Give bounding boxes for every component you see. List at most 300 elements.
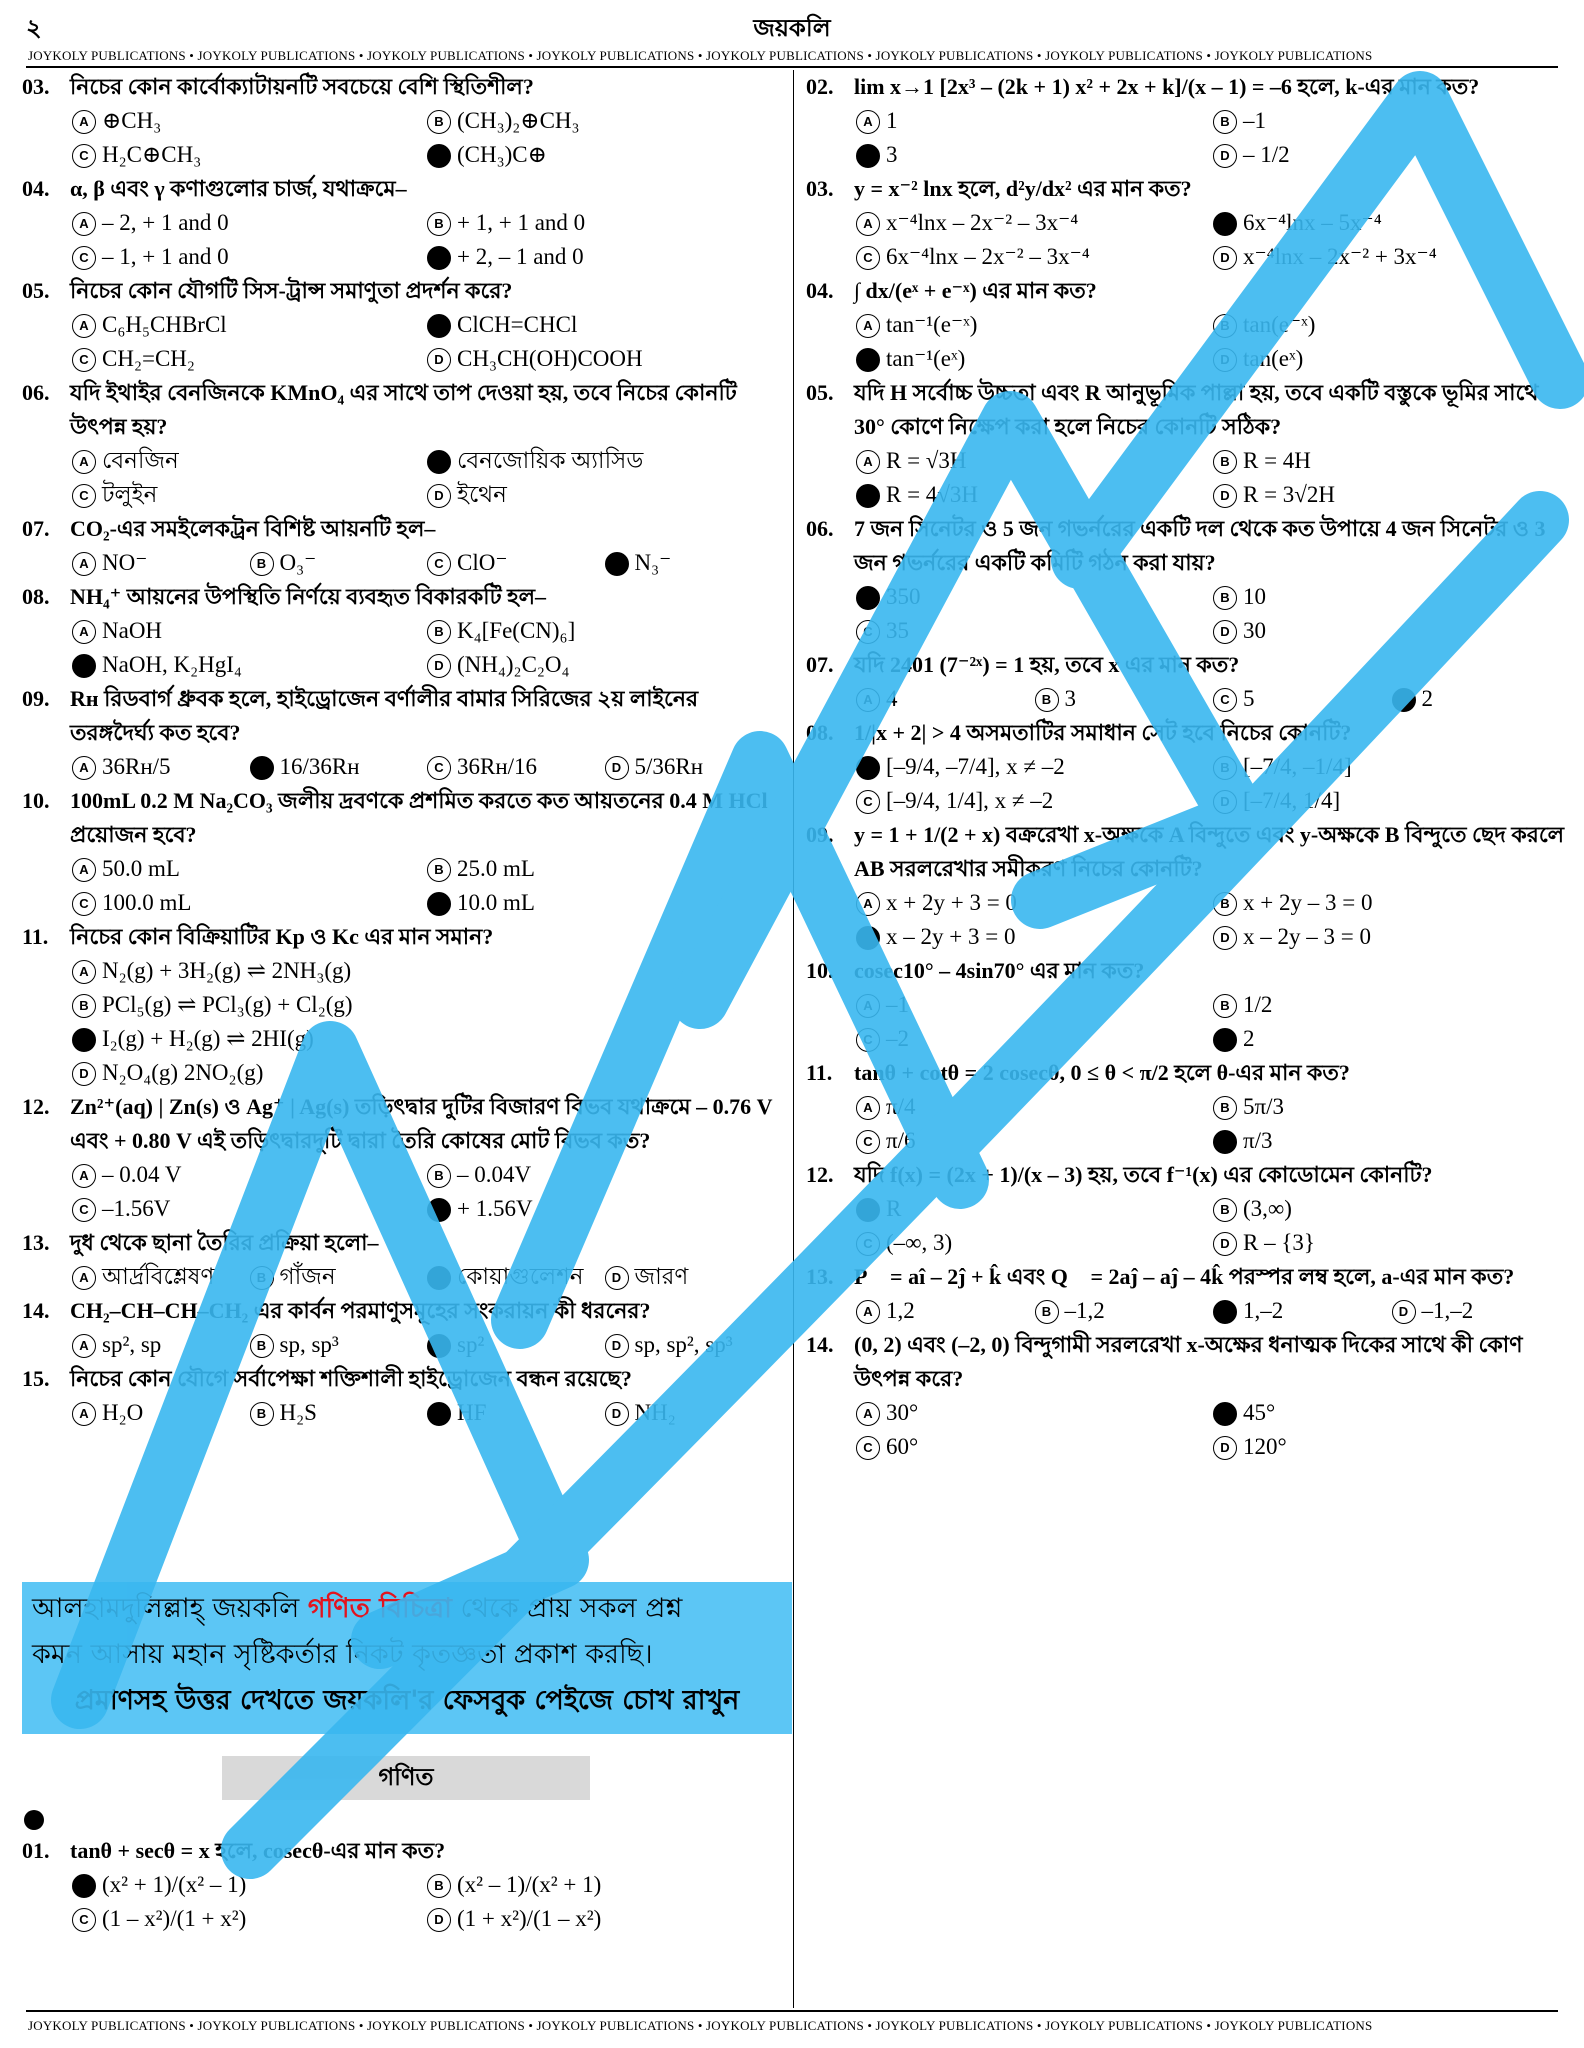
option-text: 35: [886, 618, 909, 643]
option-text: (1 – x²)/(1 + x²): [102, 1906, 247, 1931]
option-d: [1213, 1022, 1570, 1056]
option-circle-icon: B: [1213, 586, 1237, 610]
option-text: N₂O₄(g) 2NO₂(g): [102, 1060, 264, 1085]
answer-filled-icon: C: [427, 1402, 451, 1426]
option-text: [–9/4, 1/4], x ≠ –2: [886, 788, 1054, 813]
answer-filled-icon: C: [856, 926, 880, 950]
option-text: বেনজিন: [102, 448, 179, 473]
options-grid: [22, 1328, 782, 1362]
option-text: R = 4H: [1243, 448, 1311, 473]
option-c: [72, 342, 427, 376]
question-12: [22, 1090, 782, 1226]
answer-filled-icon: D: [427, 246, 451, 270]
option-circle-icon: A: [856, 1300, 880, 1324]
option-text: 5π/3: [1243, 1094, 1285, 1119]
option-d: [605, 750, 783, 784]
option-circle-icon: D: [1392, 1300, 1416, 1324]
option-c: [1213, 1294, 1392, 1328]
option-text: 120°: [1243, 1434, 1287, 1459]
option-text: (x² – 1)/(x² + 1): [457, 1872, 602, 1897]
option-c: [856, 1430, 1213, 1464]
option-c: [72, 478, 427, 512]
question-text: ∫ dx/(eˣ + e⁻ˣ) এর মান কত?: [854, 278, 1097, 303]
options-grid: [806, 104, 1570, 172]
banner-highlight: গণিত বিচিত্রা: [307, 1593, 452, 1624]
option-text: tan(e⁻ˣ): [1243, 312, 1316, 337]
option-text: 36Rн/16: [457, 754, 538, 779]
option-text: (1 + x²)/(1 – x²): [457, 1906, 602, 1931]
option-text: tan⁻¹(eˣ): [886, 346, 966, 371]
option-text: ⊕CH₃: [102, 108, 162, 133]
option-text: 30: [1243, 618, 1266, 643]
question-stem: [22, 784, 782, 852]
option-c: [72, 1192, 427, 1226]
option-circle-icon: A: [856, 314, 880, 338]
option-text: sp²: [457, 1332, 485, 1357]
option-text: – 2, + 1 and 0: [102, 210, 229, 235]
answer-filled-icon: D: [427, 892, 451, 916]
option-b: [250, 1260, 428, 1294]
banner-line-1: [32, 1586, 782, 1632]
option-circle-icon: B: [1213, 314, 1237, 338]
question-stem: [806, 954, 1570, 988]
option-d: [1213, 240, 1570, 274]
column-divider: [793, 70, 794, 2008]
option-c: [72, 1022, 782, 1056]
option-text: π/4: [886, 1094, 916, 1119]
right-column: [806, 70, 1570, 1464]
option-text: ClCH=CHCl: [457, 312, 578, 337]
option-text: R = 4√3H: [886, 482, 979, 507]
option-c: [427, 1396, 605, 1430]
question-number: 14.: [806, 1332, 834, 1357]
question-08: [806, 716, 1570, 818]
option-c: [856, 240, 1213, 274]
option-d: [1392, 682, 1571, 716]
option-text: sp, sp², sp³: [634, 1332, 733, 1357]
option-text: 10: [1243, 584, 1266, 609]
option-circle-icon: D: [605, 1402, 629, 1426]
option-text: – 0.04 V: [102, 1162, 182, 1187]
option-text: 5/36Rн: [634, 754, 704, 779]
option-text: 10.0 mL: [457, 890, 535, 915]
options-grid: [806, 206, 1570, 274]
options-grid: [22, 1260, 782, 1294]
question-09: [806, 818, 1570, 954]
option-c: [427, 750, 605, 784]
option-c: [856, 1226, 1213, 1260]
question-05: [22, 274, 782, 376]
answer-filled-icon: A: [856, 1198, 880, 1222]
option-text: NH₂: [634, 1400, 676, 1425]
option-text: –1: [1243, 108, 1266, 133]
question-02: [806, 70, 1570, 172]
option-text: 350: [886, 584, 921, 609]
option-text: 1,2: [886, 1298, 915, 1323]
question-03: [22, 70, 782, 172]
option-c: [856, 342, 1213, 376]
options-grid: [22, 444, 782, 512]
answer-filled-icon: C: [856, 348, 880, 372]
option-c: [427, 1328, 605, 1362]
option-text: x⁻⁴lnx – 2x⁻² + 3x⁻⁴: [1243, 244, 1437, 269]
option-circle-icon: A: [72, 858, 96, 882]
option-circle-icon: B: [250, 1334, 274, 1358]
option-d: [427, 138, 782, 172]
banner-line-3: প্রমাণসহ উত্তর দেখতে জয়কলি'র ফেসবুক পেইজে চোখ রাখুন: [74, 1685, 740, 1716]
question-text: যদি H সর্বোচ্চ উচ্চতা এবং R আনুভূমিক পাল্লা হয়, তবে একটি বস্তুকে ভূমির সাথে 30° কোণে নিক্ষেপ করা হলে নিচের কোনটি সঠিক?: [854, 380, 1539, 439]
option-text: π/3: [1243, 1128, 1273, 1153]
option-circle-icon: A: [72, 1266, 96, 1290]
question-text: 7 জন সিনেটর ও 5 জন গভর্নরের একটি দল থেকে কত উপায়ে 4 জন সিনেটর ও 3 জন গভর্নরের একটি কমিটি গঠন করা যায়?: [854, 516, 1546, 575]
option-text: R – {3}: [1243, 1230, 1315, 1255]
option-text: 5: [1243, 686, 1255, 711]
option-text: 60°: [886, 1434, 919, 1459]
option-text: 6x⁻⁴lnx – 2x⁻² – 3x⁻⁴: [886, 244, 1090, 269]
option-circle-icon: B: [1035, 688, 1059, 712]
question-stem: [22, 172, 782, 206]
question-stem: [806, 1158, 1570, 1192]
question-number: 13.: [806, 1264, 834, 1289]
option-d: [1213, 920, 1570, 954]
option-circle-icon: A: [72, 960, 96, 984]
option-d: [1392, 1294, 1571, 1328]
option-circle-icon: D: [1213, 348, 1237, 372]
option-text: R: [886, 1196, 902, 1221]
option-text: H₂C⊕CH₃: [102, 142, 202, 167]
option-circle-icon: A: [72, 1402, 96, 1426]
section-title-math: গণিত: [222, 1756, 590, 1800]
option-c: [72, 1902, 427, 1936]
answer-filled-icon: C: [72, 1028, 96, 1052]
question-number: 07.: [22, 516, 50, 541]
answer-filled-icon: C: [72, 654, 96, 678]
option-b: [1213, 750, 1570, 784]
page-number: ২: [26, 16, 42, 42]
answer-dot: [24, 1810, 44, 1830]
option-circle-icon: B: [427, 1164, 451, 1188]
option-text: 50.0 mL: [102, 856, 180, 881]
option-d: [1213, 784, 1570, 818]
option-circle-icon: D: [427, 654, 451, 678]
option-a: [72, 750, 250, 784]
option-circle-icon: D: [1213, 620, 1237, 644]
publisher-strip-bottom: JOYKOLY PUBLICATIONS • JOYKOLY PUBLICATIONS • JOYKOLY PUBLICATIONS • JOYKOLY PUBLICATIONS • JOYKOLY PUBLICATIONS • JOYKOLY PUBLICATIONS • JOYKOLY PUBLICATIONS • JOYKOLY PUBLICATIONS: [28, 2018, 1373, 2033]
question-number: 06.: [806, 516, 834, 541]
option-d: [1213, 1124, 1570, 1158]
answer-filled-icon: B: [1213, 1402, 1237, 1426]
option-circle-icon: C: [427, 756, 451, 780]
question-stem: [806, 1328, 1570, 1396]
answer-filled-icon: A: [856, 756, 880, 780]
option-b: [1213, 206, 1570, 240]
banner-text-b: থেকে প্রায় সকল প্রশ্ন: [451, 1593, 683, 1624]
question-text: y = 1 + 1/(2 + x) বক্ররেখা x-অক্ষকে A বিন্দুতে এবং y-অক্ষকে B বিন্দুতে ছেদ করলে AB সরলরেখার সমীকরণ নিচের কোনটি?: [854, 822, 1565, 881]
option-b: [1213, 308, 1570, 342]
option-text: NaOH: [102, 618, 163, 643]
option-text: [–7/4, 1/4]: [1243, 788, 1341, 813]
question-stem: [22, 1294, 782, 1328]
options-grid: [806, 1294, 1570, 1328]
option-b: [1035, 682, 1214, 716]
options-grid: [22, 954, 782, 1090]
option-text: sp², sp: [102, 1332, 162, 1357]
option-a: [72, 104, 427, 138]
option-text: π/6: [886, 1128, 916, 1153]
options-grid: [806, 580, 1570, 648]
option-circle-icon: D: [427, 484, 451, 508]
option-b: [1213, 444, 1570, 478]
option-circle-icon: D: [1213, 926, 1237, 950]
option-circle-icon: C: [72, 1908, 96, 1932]
option-b: [250, 1396, 428, 1430]
question-number: 03.: [22, 74, 50, 99]
option-d: [605, 1328, 783, 1362]
option-text: –1.56V: [102, 1196, 171, 1221]
option-circle-icon: B: [250, 1402, 274, 1426]
option-a: [72, 1260, 250, 1294]
option-a: [856, 1192, 1213, 1226]
option-d: [1213, 1430, 1570, 1464]
option-text: x – 2y + 3 = 0: [886, 924, 1016, 949]
answer-filled-icon: B: [1213, 212, 1237, 236]
option-a: [856, 1396, 1213, 1430]
option-d: [427, 648, 782, 682]
left-column: [22, 70, 782, 1430]
option-text: 2: [1243, 1026, 1255, 1051]
option-text: বেনজোয়িক অ্যাসিড: [457, 448, 644, 473]
math-left-column: [22, 1834, 782, 1936]
option-a: [856, 444, 1213, 478]
question-number: 07.: [806, 652, 834, 677]
option-d: [427, 240, 782, 274]
question-text: tanθ + cotθ = 2 cosecθ, 0 ≤ θ < π/2 হলে θ-এর মান কত?: [854, 1060, 1350, 1085]
answer-filled-icon: C: [427, 1266, 451, 1290]
option-b: [427, 614, 782, 648]
option-circle-icon: C: [856, 1130, 880, 1154]
question-15: [22, 1362, 782, 1430]
option-text: + 1.56V: [457, 1196, 533, 1221]
question-text: α, β এবং γ কণাগুলোর চার্জ, যথাক্রমে–: [70, 176, 407, 201]
question-text: Rн রিডবার্গ ধ্রুবক হলে, হাইড্রোজেন বর্ণালীর বামার সিরিজের ২য় লাইনের তরঙ্গদৈর্ঘ্য কত হবে?: [70, 686, 699, 745]
option-c: [856, 614, 1213, 648]
answer-filled-icon: B: [250, 756, 274, 780]
option-text: + 2, – 1 and 0: [457, 244, 584, 269]
option-circle-icon: A: [72, 450, 96, 474]
question-13: [806, 1260, 1570, 1328]
option-b: [1213, 1396, 1570, 1430]
option-text: + 1, + 1 and 0: [457, 210, 586, 235]
option-c: [72, 886, 427, 920]
option-c: [72, 138, 427, 172]
page-header: [0, 0, 1584, 70]
question-stem: [806, 716, 1570, 750]
option-d: [1213, 342, 1570, 376]
option-circle-icon: A: [856, 892, 880, 916]
question-06: [22, 376, 782, 512]
option-a: [72, 1868, 427, 1902]
options-grid: [22, 852, 782, 920]
option-circle-icon: A: [72, 620, 96, 644]
option-circle-icon: B: [1213, 110, 1237, 134]
option-b: [427, 444, 782, 478]
option-circle-icon: B: [1213, 1096, 1237, 1120]
options-grid: [806, 682, 1570, 716]
option-a: [856, 206, 1213, 240]
option-text: O₃⁻: [279, 550, 317, 575]
question-12: [806, 1158, 1570, 1260]
option-a: [72, 308, 427, 342]
options-grid: [22, 206, 782, 274]
option-circle-icon: A: [856, 994, 880, 1018]
options-grid: [806, 988, 1570, 1056]
question-05: [806, 376, 1570, 512]
option-circle-icon: D: [605, 1334, 629, 1358]
publisher-strip-top: JOYKOLY PUBLICATIONS • JOYKOLY PUBLICATIONS • JOYKOLY PUBLICATIONS • JOYKOLY PUBLICATIONS • JOYKOLY PUBLICATIONS • JOYKOLY PUBLICATIONS • JOYKOLY PUBLICATIONS • JOYKOLY PUBLICATIONS: [28, 48, 1373, 63]
options-grid: [806, 444, 1570, 512]
question-text: যদি ইথাইর বেনজিনকে KMnO₄ এর সাথে তাপ দেওয়া হয়, তবে নিচের কোনটি উৎপন্ন হয়?: [70, 380, 737, 439]
option-circle-icon: A: [72, 314, 96, 338]
option-circle-icon: A: [72, 212, 96, 236]
option-circle-icon: C: [72, 1198, 96, 1222]
option-circle-icon: C: [72, 484, 96, 508]
question-stem: [806, 376, 1570, 444]
question-stem: [806, 274, 1570, 308]
option-text: – 1, + 1 and 0: [102, 244, 229, 269]
option-text: PCl₅(g) ⇌ PCl₃(g) + Cl₂(g): [102, 992, 353, 1017]
answer-filled-icon: D: [1213, 1028, 1237, 1052]
option-text: CH₂=CH₂: [102, 346, 195, 371]
option-text: (x² + 1)/(x² – 1): [102, 1872, 247, 1897]
option-text: ইথেন: [457, 482, 507, 507]
option-text: 3: [886, 142, 898, 167]
question-text: Zn²⁺(aq) | Zn(s) ও Ag⁺ | Ag(s) তড়িৎদ্বার দুটির বিজারণ বিভব যথাক্রমে – 0.76 V এবং + 0.80 V এই তড়িৎদ্বারদুটি দ্বারা তৈরি কোষের মোট বিভব কত?: [70, 1094, 773, 1153]
option-text: আর্দ্রবিশ্লেষণ: [102, 1264, 215, 1289]
question-stem: [806, 1056, 1570, 1090]
option-circle-icon: A: [72, 1164, 96, 1188]
question-stem: [806, 512, 1570, 580]
option-text: 3: [1064, 686, 1076, 711]
option-circle-icon: A: [856, 212, 880, 236]
question-text: নিচের কোন যৌগে সর্বাপেক্ষা শক্তিশালী হাইড্রোজেন বন্ধন রয়েছে?: [70, 1366, 632, 1391]
option-text: – 0.04V: [457, 1162, 532, 1187]
option-text: (3,∞): [1243, 1196, 1292, 1221]
option-text: 100.0 mL: [102, 890, 192, 915]
question-number: 04.: [22, 176, 50, 201]
question-stem: [806, 648, 1570, 682]
option-circle-icon: B: [427, 1874, 451, 1898]
options-grid: [22, 1158, 782, 1226]
option-c: [856, 1022, 1213, 1056]
option-c: [1213, 682, 1392, 716]
question-text: দুধ থেকে ছানা তৈরির প্রক্রিয়া হলো–: [70, 1230, 379, 1255]
option-text: গাঁজন: [279, 1264, 336, 1289]
option-circle-icon: D: [1213, 484, 1237, 508]
option-d: [427, 478, 782, 512]
option-text: –1: [886, 992, 909, 1017]
question-number: 14.: [22, 1298, 50, 1323]
option-text: 16/36Rн: [279, 754, 360, 779]
option-b: [250, 750, 428, 784]
option-text: 25.0 mL: [457, 856, 535, 881]
question-text: 1/|x + 2| > 4 অসমতাটির সমাধান সেট হবে নিচের কোনটি?: [854, 720, 1352, 745]
option-b: [1213, 1090, 1570, 1124]
answer-filled-icon: C: [427, 1334, 451, 1358]
option-d: [427, 342, 782, 376]
option-text: 6x⁻⁴lnx – 5x⁻⁴: [1243, 210, 1382, 235]
question-14: [806, 1328, 1570, 1464]
option-circle-icon: B: [427, 212, 451, 236]
option-circle-icon: B: [1213, 450, 1237, 474]
option-circle-icon: D: [605, 1266, 629, 1290]
option-circle-icon: B: [1035, 1300, 1059, 1324]
option-text: 1: [886, 108, 898, 133]
answer-filled-icon: D: [427, 144, 451, 168]
question-10: [806, 954, 1570, 1056]
options-grid: [22, 614, 782, 682]
option-d: [72, 1056, 782, 1090]
option-circle-icon: B: [72, 994, 96, 1018]
option-circle-icon: B: [1213, 1198, 1237, 1222]
option-a: [72, 1328, 250, 1362]
option-a: [72, 206, 427, 240]
option-text: R = √3H: [886, 448, 967, 473]
option-a: [856, 580, 1213, 614]
question-text: যদি 2401 (7⁻²ˣ) = 1 হয়, তবে x এর মান কত?: [854, 652, 1240, 677]
question-number: 15.: [22, 1366, 50, 1391]
question-stem: [22, 274, 782, 308]
option-circle-icon: C: [72, 246, 96, 270]
option-text: জারণ: [634, 1264, 689, 1289]
option-circle-icon: A: [856, 688, 880, 712]
option-text: H₂S: [279, 1400, 317, 1425]
option-circle-icon: C: [427, 552, 451, 576]
answer-filled-icon: A: [72, 1874, 96, 1898]
option-a: [72, 444, 427, 478]
question-text: যদি f(x) = (2x + 1)/(x – 3) হয়, তবে f⁻¹(x) এর কোডোমেন কোনটি?: [854, 1162, 1433, 1187]
answer-filled-icon: D: [427, 1198, 451, 1222]
option-text: (CH₃)C⊕: [457, 142, 547, 167]
option-text: [–7/4, –1/4]: [1243, 754, 1352, 779]
question-number: 12.: [806, 1162, 834, 1187]
option-a: [72, 614, 427, 648]
options-grid: [806, 1090, 1570, 1158]
option-text: HF: [457, 1400, 487, 1425]
option-circle-icon: B: [427, 620, 451, 644]
option-c: [427, 1260, 605, 1294]
options-grid: [22, 1396, 782, 1430]
option-text: (–∞, 3): [886, 1230, 953, 1255]
option-d: [605, 546, 783, 580]
option-d: [427, 886, 782, 920]
options-grid: [22, 104, 782, 172]
options-grid: [806, 1396, 1570, 1464]
option-text: H₂O: [102, 1400, 144, 1425]
question-stem: [806, 172, 1570, 206]
option-text: N₃⁻: [634, 550, 672, 575]
option-a: [856, 886, 1213, 920]
question-number: 05.: [22, 278, 50, 303]
question-11: [22, 920, 782, 1090]
option-circle-icon: D: [1213, 246, 1237, 270]
question-04: [22, 172, 782, 274]
option-text: 2: [1421, 686, 1433, 711]
option-circle-icon: B: [1213, 756, 1237, 780]
option-circle-icon: C: [856, 790, 880, 814]
option-b: [250, 546, 428, 580]
option-a: [856, 988, 1213, 1022]
option-text: sp, sp³: [279, 1332, 339, 1357]
